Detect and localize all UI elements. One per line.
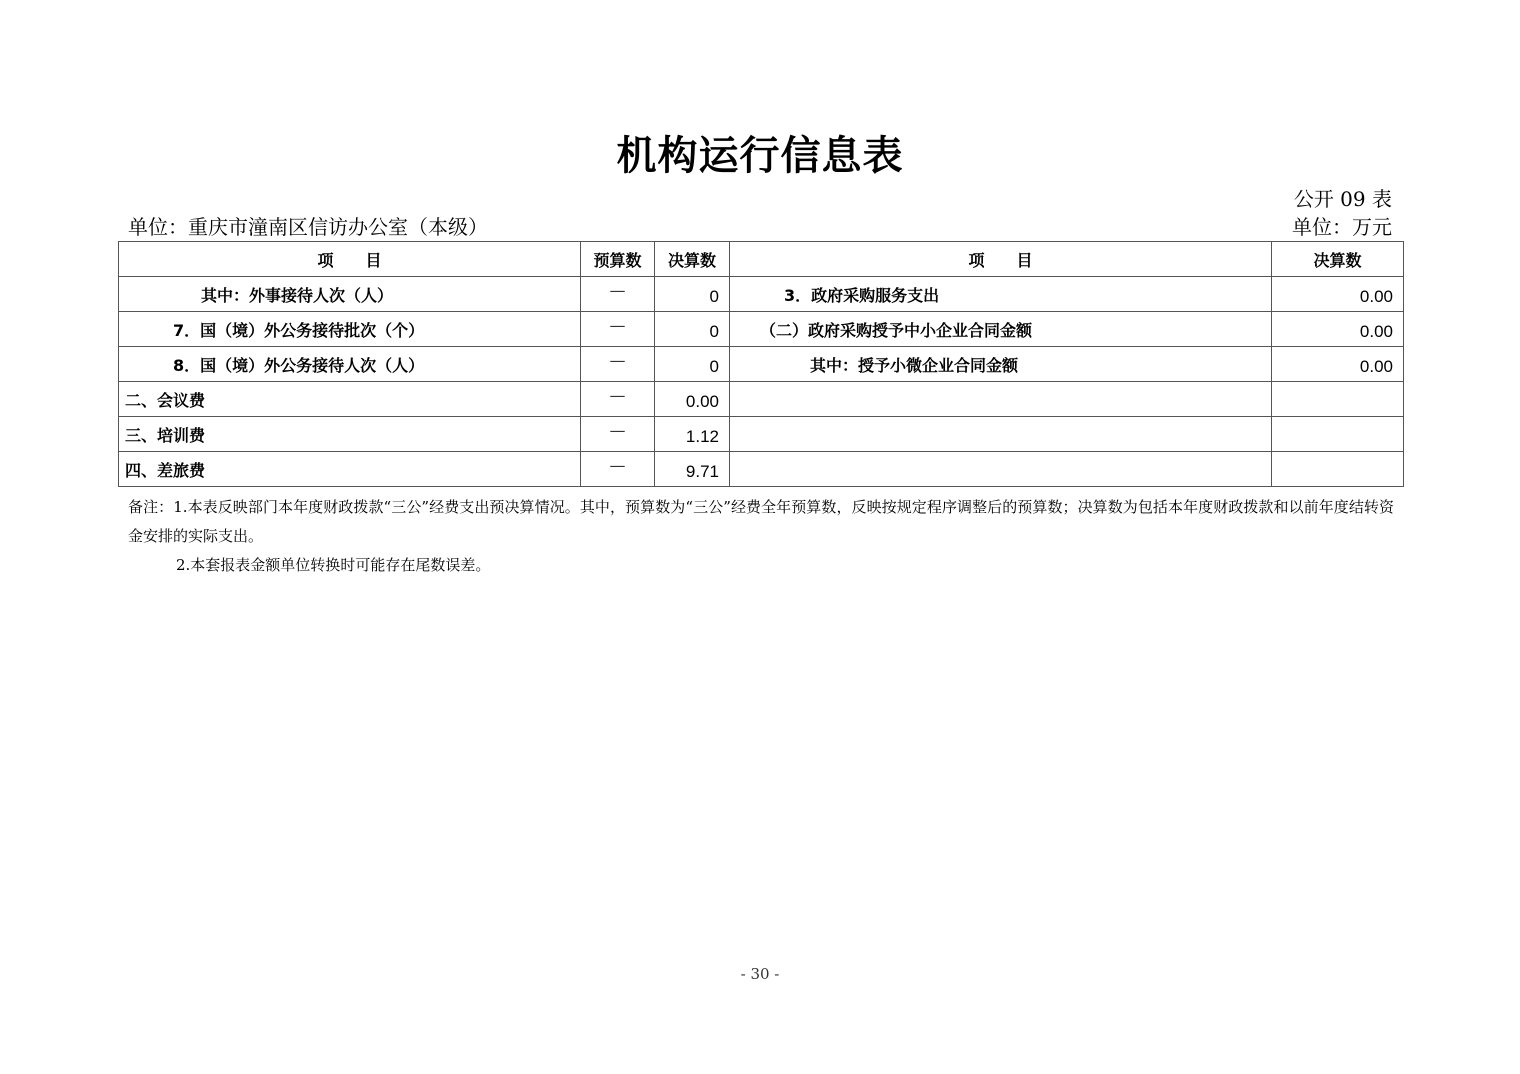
row-item-right: （二）政府采购授予中小企业合同金额 [730, 312, 1272, 347]
row-item-left: 其中：外事接待人次（人） [119, 277, 581, 312]
header-final-right: 决算数 [1272, 242, 1404, 277]
note-2: 2.本套报表金额单位转换时可能存在尾数误差。 [176, 556, 491, 574]
row-budget: — [581, 312, 655, 347]
row-final: 9.71 [655, 452, 730, 487]
row-item-right [730, 417, 1272, 452]
row-item-left: 二、会议费 [119, 382, 581, 417]
table-row [119, 277, 1404, 312]
header-final-left: 决算数 [655, 242, 730, 277]
row-final-right [1272, 382, 1404, 417]
row-final-right [1272, 452, 1404, 487]
row-item-left: 8．国（境）外公务接待人次（人） [119, 347, 581, 382]
table-row [119, 452, 1404, 487]
row-item-right: 3．政府采购服务支出 [730, 277, 1272, 312]
table-row [119, 312, 1404, 347]
row-item-left: 7．国（境）外公务接待批次（个） [119, 312, 581, 347]
row-item-left: 四、差旅费 [119, 452, 581, 487]
page-title: 机构运行信息表 [616, 133, 904, 179]
row-final: 1.12 [655, 417, 730, 452]
table-row [119, 347, 1404, 382]
table-code: 公开 09 表 [1293, 187, 1392, 211]
row-item-right: 其中：授予小微企业合同金额 [730, 347, 1272, 382]
row-budget: — [581, 382, 655, 417]
row-final: 0 [655, 347, 730, 382]
row-final-right: 0.00 [1272, 347, 1404, 382]
row-budget: — [581, 417, 655, 452]
row-item-right [730, 382, 1272, 417]
info-table [118, 241, 1404, 487]
note-1: 备注：1.本表反映部门本年度财政拨款“三公”经费支出预决算情况。其中，预算数为“三公”经费全年预算数，反映按规定程序调整后的预算数；决算数为包括本年度财政拨款和以前年度结转资金安排的实际支出。 [128, 498, 1394, 545]
unit-organization: 单位：重庆市潼南区信访办公室（本级） [128, 215, 488, 239]
row-budget: — [581, 452, 655, 487]
row-final-right [1272, 417, 1404, 452]
header-item-right: 项 目 [730, 242, 1272, 277]
row-final: 0 [655, 312, 730, 347]
row-item-right [730, 452, 1272, 487]
table-header-row [119, 242, 1404, 277]
row-budget: — [581, 277, 655, 312]
row-final: 0 [655, 277, 730, 312]
header-budget: 预算数 [581, 242, 655, 277]
header-item-left: 项 目 [119, 242, 581, 277]
row-budget: — [581, 347, 655, 382]
table-row [119, 417, 1404, 452]
notes [128, 493, 1394, 580]
row-final-right: 0.00 [1272, 312, 1404, 347]
row-item-left: 三、培训费 [119, 417, 581, 452]
table-row [119, 382, 1404, 417]
row-final-right: 0.00 [1272, 277, 1404, 312]
page-number: - 30 - [740, 965, 780, 983]
unit-money: 单位：万元 [1292, 215, 1392, 239]
row-final: 0.00 [655, 382, 730, 417]
